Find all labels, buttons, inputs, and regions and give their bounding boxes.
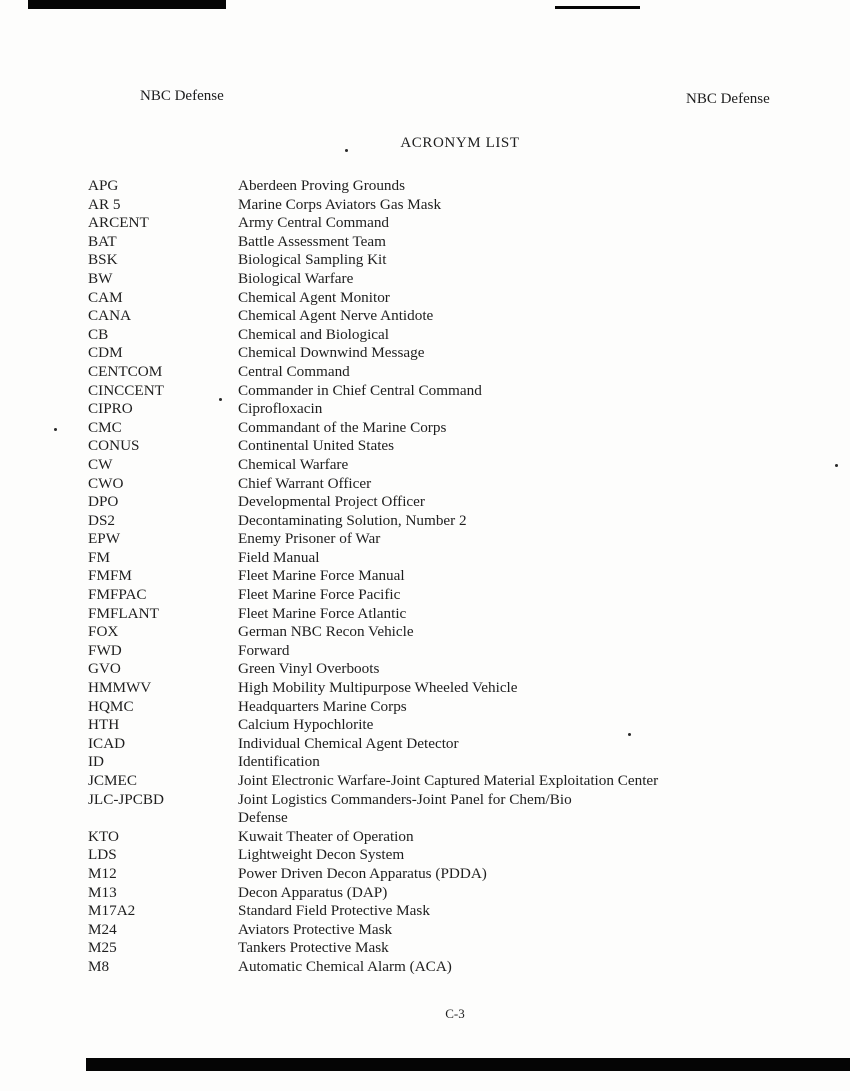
acronym-abbr: M25	[88, 939, 117, 957]
acronym-abbr: FMFLANT	[88, 604, 159, 622]
acronym-row	[88, 493, 808, 512]
acronym-abbr: BW	[88, 269, 113, 287]
acronym-definition: Calcium Hypochlorite	[238, 716, 374, 734]
acronym-abbr: CINCCENT	[88, 381, 164, 399]
acronym-row	[88, 567, 808, 586]
acronym-row	[88, 939, 808, 958]
acronym-definition: Fleet Marine Force Atlantic	[238, 604, 407, 622]
acronym-abbr: DPO	[88, 493, 119, 511]
acronym-row	[88, 419, 808, 438]
acronym-definition: Central Command	[238, 362, 350, 380]
acronym-definition: Identification	[238, 753, 320, 771]
acronym-abbr: JCMEC	[88, 772, 137, 789]
acronym-definition: Individual Chemical Agent Detector	[238, 734, 459, 752]
scan-artifact-top-right-line	[555, 6, 640, 9]
acronym-row	[88, 958, 808, 977]
acronym-definition: Decontaminating Solution, Number 2	[238, 511, 467, 529]
acronym-definition: Marine Corps Aviators Gas Mask	[238, 195, 442, 213]
acronym-abbr: CMC	[88, 418, 122, 436]
acronym-definition: Decon Apparatus (DAP)	[238, 883, 388, 901]
acronym-row	[88, 846, 808, 865]
acronym-definition: Aberdeen Proving Grounds	[238, 177, 406, 194]
acronym-row	[88, 716, 808, 735]
acronym-abbr: CAM	[88, 288, 123, 306]
acronym-abbr: M17A2	[88, 902, 136, 920]
acronym-abbr: ARCENT	[88, 214, 149, 232]
scan-artifact-bottom-bar	[86, 1058, 850, 1071]
acronym-row	[88, 177, 808, 196]
acronym-definition: Standard Field Protective Mask	[238, 902, 430, 920]
acronym-row	[88, 549, 808, 568]
acronym-definition: Power Driven Decon Apparatus (PDDA)	[238, 864, 487, 882]
acronym-abbr: FWD	[88, 641, 122, 659]
acronym-definition: Joint Electronic Warfare-Joint Captured Material Exploitation Center	[238, 772, 659, 789]
acronym-row	[88, 679, 808, 698]
acronym-abbr: CW	[88, 455, 113, 473]
acronym-row	[88, 902, 808, 921]
acronym-abbr: FOX	[88, 623, 119, 641]
acronym-list	[88, 177, 808, 977]
acronym-row	[88, 921, 808, 940]
acronym-abbr: GVO	[88, 660, 121, 678]
acronym-abbr: FMFPAC	[88, 586, 147, 604]
running-header-left: NBC Defense	[140, 88, 224, 104]
acronym-definition: Enemy Prisoner of War	[238, 530, 381, 548]
acronym-row	[88, 270, 808, 289]
acronym-row	[88, 791, 808, 810]
acronym-definition: Fleet Marine Force Manual	[238, 567, 405, 585]
acronym-row	[88, 660, 808, 679]
acronym-row	[88, 828, 808, 847]
acronym-definition: Biological Sampling Kit	[238, 251, 387, 269]
acronym-definition: Chemical Warfare	[238, 455, 349, 473]
acronym-abbr: KTO	[88, 827, 119, 845]
acronym-row	[88, 623, 808, 642]
acronym-definition: Chemical Agent Nerve Antidote	[238, 307, 434, 325]
acronym-abbr: FM	[88, 548, 110, 566]
acronym-definition: High Mobility Multipurpose Wheeled Vehicle	[238, 679, 518, 697]
acronym-abbr: CIPRO	[88, 400, 133, 418]
acronym-row	[88, 530, 808, 549]
acronym-abbr: DS2	[88, 511, 116, 529]
acronym-abbr: LDS	[88, 846, 117, 864]
acronym-definition: Army Central Command	[238, 214, 390, 232]
acronym-row	[88, 512, 808, 531]
acronym-definition: Commander in Chief Central Command	[238, 381, 482, 399]
acronym-definition: Developmental Project Officer	[238, 493, 425, 511]
acronym-definition: Headquarters Marine Corps	[238, 697, 407, 715]
acronym-row	[88, 214, 808, 233]
acronym-definition: Biological Warfare	[238, 269, 354, 287]
acronym-definition: Automatic Chemical Alarm (ACA)	[238, 957, 452, 975]
acronym-abbr: ICAD	[88, 734, 126, 752]
acronym-abbr: HTH	[88, 716, 120, 734]
acronym-definition: Aviators Protective Mask	[238, 920, 393, 938]
acronym-definition: Continental United States	[238, 437, 395, 455]
acronym-abbr: CB	[88, 325, 109, 343]
acronym-abbr: EPW	[88, 530, 121, 548]
acronym-abbr: AR 5	[88, 195, 121, 213]
acronym-definition: Fleet Marine Force Pacific	[238, 586, 401, 604]
page-title: ACRONYM LIST	[400, 135, 520, 151]
acronym-definition: Defense	[238, 809, 288, 827]
acronym-definition: Joint Logistics Commanders-Joint Panel for Chem/Bio	[238, 790, 572, 808]
acronym-row	[88, 363, 808, 382]
acronym-abbr: CONUS	[88, 437, 140, 455]
acronym-definition: Battle Assessment Team	[238, 232, 386, 250]
page-number: C-3	[445, 1006, 465, 1021]
acronym-definition: Commandant of the Marine Corps	[238, 418, 447, 436]
acronym-row	[88, 326, 808, 345]
scan-speck	[345, 149, 348, 152]
acronym-row	[88, 865, 808, 884]
acronym-abbr	[88, 809, 238, 828]
acronym-abbr: M24	[88, 920, 117, 938]
acronym-row	[88, 884, 808, 903]
acronym-abbr: M13	[88, 883, 117, 901]
acronym-row	[88, 437, 808, 456]
acronym-row	[88, 344, 808, 363]
acronym-definition: Chemical and Biological	[238, 325, 389, 343]
acronym-definition: Green Vinyl Overboots	[238, 660, 380, 678]
scan-artifact-top-left-bar	[28, 0, 226, 9]
acronym-row	[88, 753, 808, 772]
scan-speck	[54, 428, 57, 431]
acronym-definition: Field Manual	[238, 548, 320, 566]
acronym-abbr: CWO	[88, 474, 124, 492]
running-header-right: NBC Defense	[686, 91, 770, 107]
acronym-definition: Kuwait Theater of Operation	[238, 827, 414, 845]
acronym-abbr: BSK	[88, 251, 118, 269]
acronym-row	[88, 233, 808, 252]
acronym-definition: Tankers Protective Mask	[238, 939, 389, 957]
acronym-row	[88, 400, 808, 419]
acronym-abbr: CDM	[88, 344, 123, 362]
acronym-definition: Ciprofloxacin	[238, 400, 323, 418]
acronym-row	[88, 642, 808, 661]
acronym-abbr: CENTCOM	[88, 362, 163, 380]
acronym-definition: Chemical Downwind Message	[238, 344, 425, 362]
acronym-row	[88, 456, 808, 475]
acronym-abbr: M8	[88, 957, 110, 975]
acronym-definition: Chief Warrant Officer	[238, 474, 372, 492]
acronym-definition: Chemical Agent Monitor	[238, 288, 390, 306]
acronym-row	[88, 475, 808, 494]
acronym-definition: Lightweight Decon System	[238, 846, 405, 864]
acronym-abbr: CANA	[88, 307, 132, 325]
acronym-abbr: M12	[88, 864, 117, 882]
acronym-abbr: HMMWV	[88, 679, 152, 697]
acronym-abbr: JLC-JPCBD	[88, 790, 164, 808]
acronym-definition: German NBC Recon Vehicle	[238, 623, 414, 641]
acronym-row	[88, 698, 808, 717]
acronym-abbr: ID	[88, 753, 105, 771]
acronym-row	[88, 735, 808, 754]
acronym-abbr: APG	[88, 177, 119, 194]
acronym-row	[88, 382, 808, 401]
acronym-row	[88, 605, 808, 624]
acronym-abbr: BAT	[88, 232, 117, 250]
acronym-definition: Forward	[238, 641, 290, 659]
acronym-row	[88, 809, 808, 828]
acronym-row	[88, 307, 808, 326]
scan-speck	[835, 464, 838, 467]
acronym-row	[88, 289, 808, 308]
acronym-row	[88, 772, 808, 791]
acronym-row	[88, 586, 808, 605]
acronym-row	[88, 196, 808, 215]
acronym-abbr: HQMC	[88, 697, 134, 715]
acronym-row	[88, 251, 808, 270]
acronym-abbr: FMFM	[88, 567, 132, 585]
